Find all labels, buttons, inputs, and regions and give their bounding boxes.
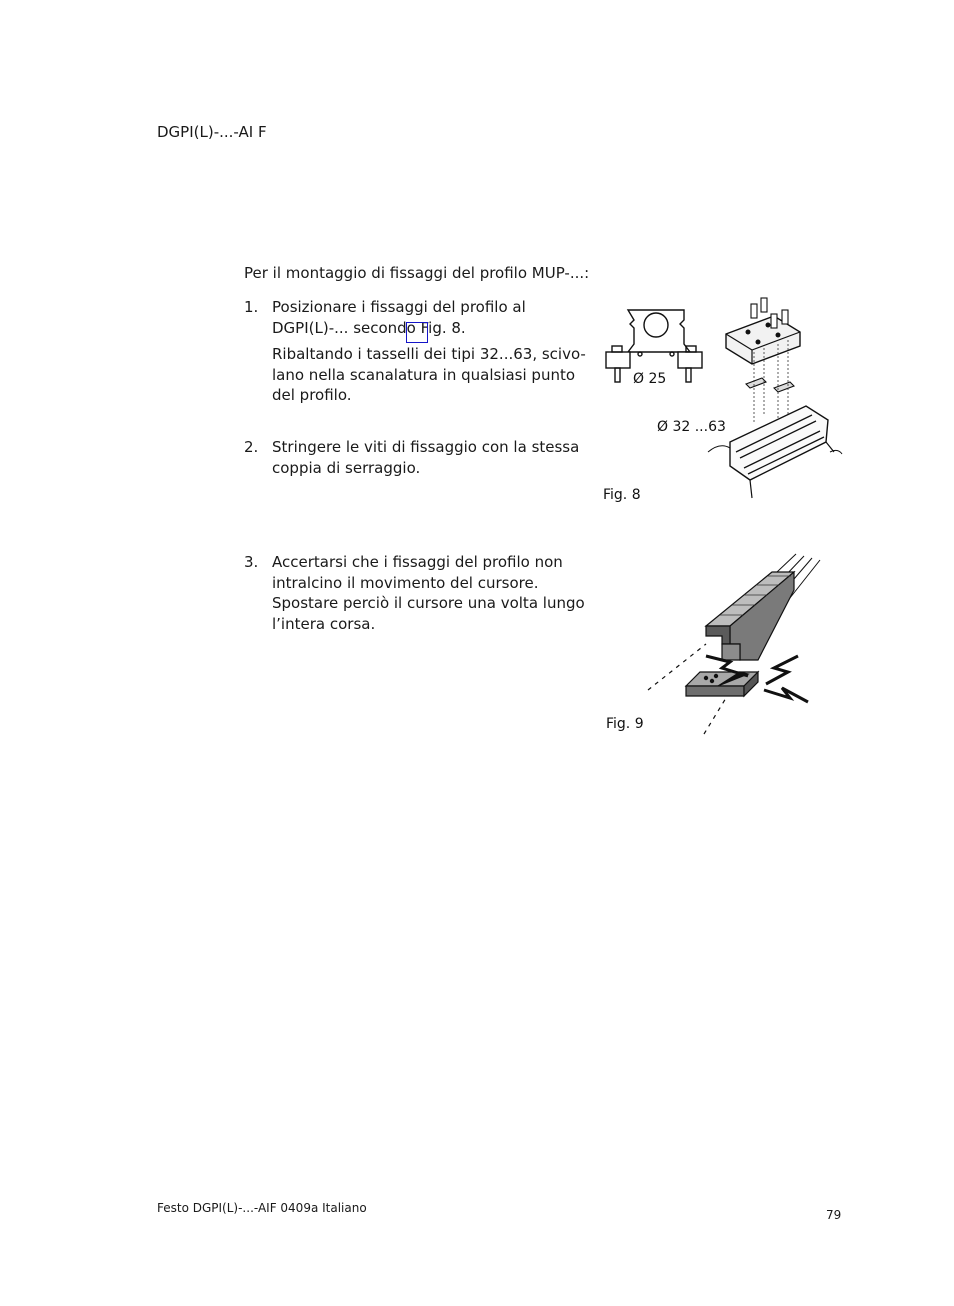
step-2 bbox=[244, 437, 589, 478]
step-1 bbox=[244, 297, 589, 406]
step-number: 3. bbox=[244, 553, 259, 571]
fig-8-label-large: Ø 32 ...63 bbox=[657, 419, 726, 435]
fig-8-label-small: Ø 25 bbox=[633, 371, 667, 387]
footer-document-info: Festo DGPI(L)-...-AIF 0409a Italiano bbox=[157, 1201, 367, 1215]
step-text: Stringere le viti di fissaggio con la stessa coppia di serraggio. bbox=[272, 438, 580, 477]
step-note: Ribaltando i tasselli dei tipi 32...63, scivo-lano nella scanalatura in qualsiasi punto del profilo. bbox=[272, 345, 586, 404]
fig-8-link[interactable] bbox=[406, 322, 428, 343]
step-number: 2. bbox=[244, 438, 259, 456]
step-text: Accertarsi che i fissaggi del profilo non intralcino il movimento del cursore. Spostare perciò il cursore una volta lungo l’intera corsa. bbox=[272, 553, 585, 633]
profile-mount-large bbox=[708, 298, 842, 498]
document-header: DGPI(L)-...-AI F bbox=[157, 123, 267, 141]
fig-8-illustration bbox=[598, 292, 843, 507]
step-3 bbox=[244, 552, 589, 634]
intro-text: Per il montaggio di fissaggi del profilo MUP-...: bbox=[244, 264, 590, 282]
fig-9-caption: Fig. 9 bbox=[606, 716, 644, 732]
slide-carriage bbox=[706, 572, 794, 660]
step-text: Posizionare i fissaggi del profilo al DGPI(L)-... secondo Fig. 8. bbox=[272, 298, 526, 337]
page-number: 79 bbox=[826, 1208, 842, 1222]
step-number: 1. bbox=[244, 298, 259, 316]
fig-9-illustration bbox=[598, 550, 843, 740]
fig-8-caption: Fig. 8 bbox=[603, 487, 641, 503]
